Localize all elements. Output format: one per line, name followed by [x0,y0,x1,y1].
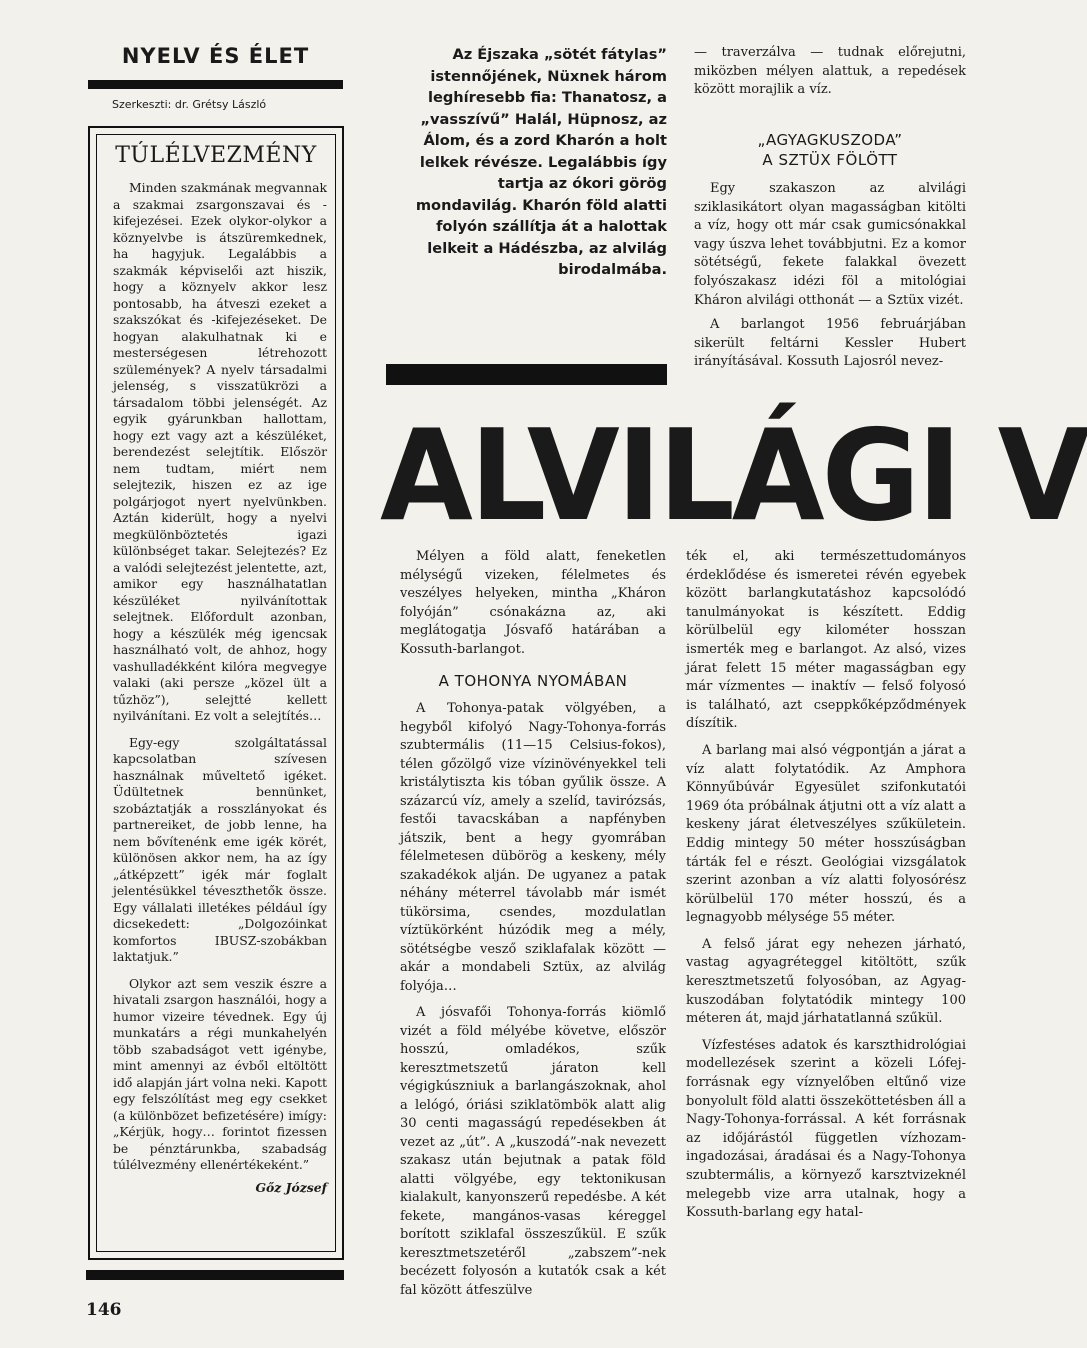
intro-text: Az Éjszaka „sötét fátylas” istennőjének, Nüxnek három leghíresebb fia: Thanatosz, a „vasszívű” Halál, Hüpnosz, az Álom, és a zord Kharón a holt lelkek révésze. Legalábbis így tartja az ókori görög mondavilág. Kharón föld alatti folyón szállítja át a halottak lelkeit a Hádészba, az alvilág birodalmába. [415,46,667,278]
column-title: NYELV ÉS ÉLET [121,44,310,68]
page-number: 146 [86,1300,122,1320]
column-editor: Szerkeszti: dr. Grétsy László [112,98,267,111]
paragraph: ték el, aki természettudományos érdeklődése és ismeretei révén egyebek között barlangkutatáshoz kapcsolódó tanulmányokat is készített. Eddig körülbelül egy kilométer hosszan ismerték meg e barlangot. Az alsó, vizes járat felett 15 méter magasságban egy már vízmentes — inaktív — felső folyosó is található, azt cseppkőképződmények díszítik. [686,549,966,732]
paragraph: Vízfestéses adatok és karszthidrológiai modellezések szerint a közeli Lófej-forrásnak egy víznyelőben eltűnő vize bonyolult föld alatti összeköttetésben áll a Nagy-Tohonya-forrással. A két forrásnak az időjárástól független vízhozam-ingadozásai, áradásai és a Nagy-Tohonya szubtermális, a környező karsztvizeknél melegebb vize arra utalnak, hogy a Kossuth-barlang egy hatal- [686,1037,966,1221]
box-paragraph: Egy-egy szolgáltatással kapcsolatban szívesen használnak műveltető igéket. Üdültetnek bennünket, szobáztatják a rosszlányokat és partnereiket, de jobb lenne, ha nem bővítenénk eme igék körét, különösen akkor nem, ha az így „átképzett” igék már foglalt jelentésükkel téveszthetők össze. Egy vállalati illetékes például így dicsekedett: „Dolgozóinkat komfortos IBUSZ-szobákban laktatjuk.” [113,734,327,964]
top-right-body [694,180,966,372]
headline-rule [386,364,667,385]
subhead-line-2: A SZTÜX FÖLÖTT [762,151,898,169]
box-paragraph: Olykor azt sem veszik észre a hivatali zsargon használói, hogy a humor vizeire tévednek. Egy új munkatárs a régi munkahelyén több szabadságot vett igénybe, mint amennyi az évből eltöltött idő alapján járt volna neki. Kapott egy felszólítást meg egy csekket (a különbözet befizetésére) imígy: „Kérjük, hogy… forintot fizessen be pénztárunkba, szabadság túlélvezmény ellenértékeként.” [113,975,327,1172]
subhead-agyagkuszoda [694,130,966,170]
top-right-column [694,44,966,100]
paragraph: A barlangot 1956 februárjában sikerült feltárni Kessler Hubert irányításával. Kossuth Lajosról nevez- [694,317,966,370]
paragraph: Egy szakaszon az alvilági sziklasikátort olyan magasságban kitölti a víz, hogy ott már csak gumicsónakkal vagy úszva lehet továbbjutni. Ez a komor sötétségű, fekete falakkal övezett folyószakasz idézi föl a mitológiai Kháron alvilági otthonát — a Sztüx vizét. [694,181,966,308]
subhead-tohonya: A TOHONYA NYOMÁBAN [438,672,628,690]
middle-opening [400,548,666,659]
headline [380,403,1087,550]
paragraph: A Tohonya-patak völgyében, a hegyből kifolyó Nagy-Tohonya-forrás szubtermális (11—15 Celsius-fokos), télen gőzölgő vize vízinövényekkel teli kristálytiszta kis tóban gyűlik össze. A százarcú víz, amely a szelíd, tavirózsás, festői tavacskában a napfényben játszik, bent a hegy gyomrában félelmetesen dübörög a keskeny, mély szakadékok alján. De ugyanez a patak néhány méterrel távolabb már ismét tükörsima, csendes, mozdulatlan víztükörként húzódik meg a mély, sötétségbe vesző sziklafalak között — akár a mondabeli Sztüx, az alvilág folyója… [400,701,666,994]
right-body [686,548,966,1223]
lead-text: — traverzálva — tudnak előrejutni, miközben mélyen alattuk, a repedések között morajlik a víz. [694,45,966,97]
middle-body [400,700,666,1300]
opening-paragraph: Mélyen a föld alatt, feneketlen mélységű vizeken, félelmetes és veszélyes helyeken, mintha „Kháron folyóján” csónakázna az, aki meglátogatja Jósvafő határában a Kossuth-barlangot. [400,549,666,657]
subhead-line-1: „AGYAGKUSZODA” [757,131,903,149]
box-author: Gőz József [255,1179,327,1195]
column-title-rule [88,80,343,89]
paragraph: A barlang mai alsó végpontján a járat a víz alatt folytatódik. Az Amphora Könnyűbúvár Egyesület szifonkutatói 1969 óta próbálnak átjutni ott a víz alatt a keskeny járat életveszélyes szűkületein. Eddig mintegy 50 méter hosszúságban tárták fel e részt. Geológiai vizsgálatok szerint azonban a víz alatti folyosórész körülbelül 170 méter hosszú, és a legnagyobb mélysége 55 méter. [686,742,966,926]
paragraph: A felső járat egy nehezen járható, vastag agyagréteggel kitöltött, szűk keresztmetszetű folyosóban, az Agyag-kuszodában folytatódik mintegy 100 méteren át, majd járhatatlanná szűkül. [686,936,966,1027]
left-bottom-rule [86,1270,344,1280]
headline-text: ALVILÁGI V [380,403,1087,550]
paragraph: A jósvafői Tohonya-forrás kiömlő vizét a föld mélyébe követve, először hosszú, omladékos, szűk keresztmetszetű járaton kell végigkúszniuk a barlangászoknak, ahol a lelógó, óriási sziklatömbök alatt alig 30 centi magasságú repedésekben át vezet az „út”. A „kuszodá”-nak nevezett szakasz után bejutnak a patak föld alatti völgyébe, egy tektonikusan kialakult, kanyonszerű repedésbe. A két fekete, mangános-vasas kéreggel borított sziklafal összeszűkül. E szűk keresztmetszetéről „zabszem”-nek becézett folyosón a kutatók csak a két fal között átfeszülve [400,1005,666,1298]
box-article-body [113,180,327,1196]
box-article-title: TÚLÉLVEZMÉNY [115,143,317,168]
box-paragraph: Minden szakmának megvannak a szakmai zsargonszavai és -kifejezései. Ezek olykor-olykor a köznyelvbe is átszüremkednek, ha hagyjuk. Legalábbis a szakmák képviselői azt hiszik, hogy a köznyelv akkor lesz pontosabb, ha átveszi ezeket a szakszókat és -kifejezéseket. De hogyan alakulhatnak ki e mesterségesen létrehozott szülemények? A nyelv társadalmi jelenség, s visszatükrözi a társadalom többi jelenségét. Az egyik gyárunkban hallottam, hogy ezt vagy azt a készüléket, berendezést selejtítik. Először nem tudtam, miért nem selejtezik, hiszen ez az ige polgárjogot nyert nyelvünkben. Aztán kiderült, hogy a nyelvi megkülönböztetés igazi különbséget takar. Selejtezés? Ez a valódi selejtezést jelentette, azt, amikor egy használhatatlan készüléket nyilvánítottak selejtnek. Előfordult azonban, hogy a készülék még igencsak használható volt, de ahhoz, hogy vashulladékként kilóra megvegye valaki (aki persze „közel ült a tűzhöz”), selejtté kellett nyilvánítani. Ez volt a selejtítés… [113,180,328,723]
